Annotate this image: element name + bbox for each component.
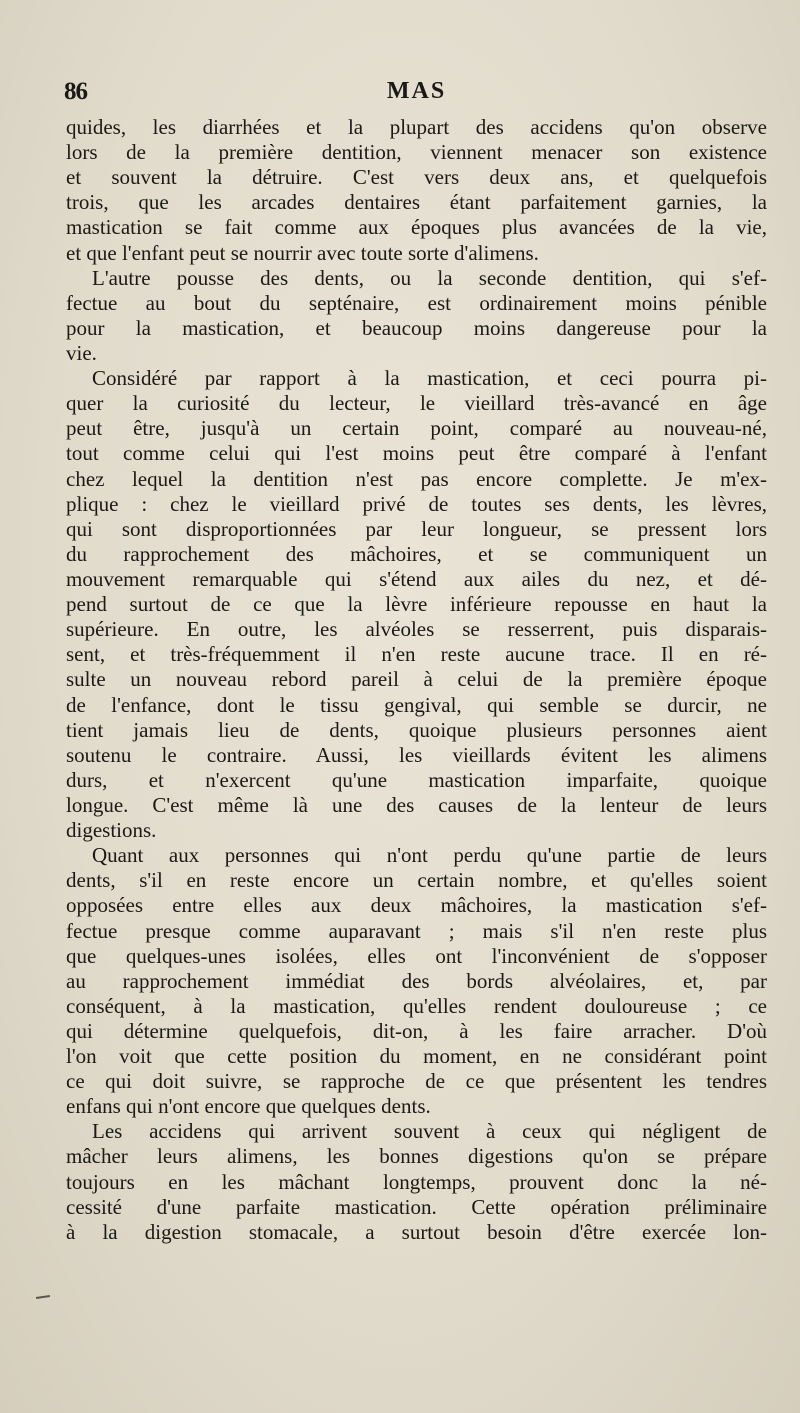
text-line: que quelques-unes isolées, elles ont l'inconvénient de s'opposer bbox=[66, 943, 767, 968]
paragraph bbox=[66, 843, 767, 1119]
text-line: toujours en les mâchant longtemps, prouvent donc la né- bbox=[66, 1169, 767, 1194]
text-line: supérieure. En outre, les alvéoles se resserrent, puis disparais- bbox=[66, 617, 767, 642]
text-line: digestions. bbox=[66, 818, 157, 843]
text-line: cessité d'une parfaite mastication. Cette opération préliminaire bbox=[66, 1194, 767, 1219]
text-line: fectue presque comme auparavant ; mais s'il n'en reste plus bbox=[66, 918, 767, 943]
text-line: de l'enfance, dont le tissu gengival, qui semble se durcir, ne bbox=[66, 692, 767, 717]
text-line: pend surtout de ce que la lèvre inférieure repousse en haut la bbox=[66, 592, 767, 617]
paragraph bbox=[66, 1119, 767, 1245]
text-line: durs, et n'exercent qu'une mastication imparfaite, quoique bbox=[66, 767, 767, 792]
paragraph bbox=[66, 266, 767, 366]
text-line: trois, que les arcades dentaires étant parfaitement garnies, la bbox=[66, 190, 767, 215]
text-line: conséquent, à la mastication, qu'elles rendent douloureuse ; ce bbox=[66, 993, 767, 1018]
text-line: longue. C'est même là une des causes de la lenteur de leurs bbox=[66, 792, 767, 817]
text-line: ce qui doit suivre, se rapproche de ce que présentent les tendres bbox=[66, 1069, 767, 1094]
text-line: du rapprochement des mâchoires, et se communiquent un bbox=[66, 541, 767, 566]
text-line: lors de la première dentition, viennent menacer son existence bbox=[66, 140, 767, 165]
text-line: soutenu le contraire. Aussi, les vieillards évitent les alimens bbox=[66, 742, 767, 767]
page-number: 86 bbox=[64, 78, 87, 105]
text-line: l'on voit que cette position du moment, en ne considérant point bbox=[66, 1044, 767, 1069]
text-line: sent, et très-fréquemment il n'en reste aucune trace. Il en ré- bbox=[66, 642, 767, 667]
ink-smudge bbox=[36, 1295, 50, 1299]
text-line: qui détermine quelquefois, dit-on, à les faire arracher. D'où bbox=[66, 1018, 767, 1043]
paragraph bbox=[66, 115, 767, 266]
text-line: mastication se fait comme aux époques plus avancées de la vie, bbox=[66, 215, 767, 240]
text-line: quides, les diarrhées et la plupart des accidens qu'on observe bbox=[66, 115, 767, 139]
text-line: au rapprochement immédiat des bords alvéolaires, et, par bbox=[66, 968, 767, 993]
running-head: MAS bbox=[386, 78, 447, 104]
text-line: chez lequel la dentition n'est pas encore complette. Je m'ex- bbox=[66, 466, 767, 491]
text-line: peut être, jusqu'à un certain point, comparé au nouveau-né, bbox=[66, 416, 767, 441]
text-line: enfans qui n'ont encore que quelques dents. bbox=[66, 1094, 431, 1119]
text-line: tient jamais lieu de dents, quoique plusieurs personnes aient bbox=[66, 717, 767, 742]
text-line: Quant aux personnes qui n'ont perdu qu'une partie de leurs bbox=[92, 843, 767, 868]
text-line: vie. bbox=[66, 340, 97, 365]
text-line: plique : chez le vieillard privé de toutes ses dents, les lèvres, bbox=[66, 491, 767, 516]
text-line: mâcher leurs alimens, les bonnes digestions qu'on se prépare bbox=[66, 1144, 767, 1169]
text-line: L'autre pousse des dents, ou la seconde dentition, qui s'ef- bbox=[92, 265, 767, 290]
text-line: qui sont disproportionnées par leur longueur, se pressent lors bbox=[66, 516, 767, 541]
page-header bbox=[64, 78, 769, 112]
text-line: fectue au bout du septénaire, est ordinairement moins pénible bbox=[66, 290, 767, 315]
text-line: et que l'enfant peut se nourrir avec toute sorte d'alimens. bbox=[66, 240, 539, 265]
text-line: dents, s'il en reste encore un certain nombre, et qu'elles soient bbox=[66, 868, 767, 893]
text-line: opposées entre elles aux deux mâchoires, la mastication s'ef- bbox=[66, 893, 767, 918]
text-line: et souvent la détruire. C'est vers deux ans, et quelquefois bbox=[66, 165, 767, 190]
text-line: pour la mastication, et beaucoup moins dangereuse pour la bbox=[66, 315, 767, 340]
text-line: Les accidens qui arrivent souvent à ceux qui négligent de bbox=[92, 1119, 767, 1144]
text-line: Considéré par rapport à la mastication, et ceci pourra pi- bbox=[92, 366, 767, 391]
text-line: tout comme celui qui l'est moins peut être comparé à l'enfant bbox=[66, 441, 767, 466]
text-line: à la digestion stomacale, a surtout besoin d'être exercée lon- bbox=[66, 1219, 767, 1244]
text-line: quer la curiosité du lecteur, le vieillard très-avancé en âge bbox=[66, 391, 767, 416]
paragraph bbox=[66, 366, 767, 843]
text-line: sulte un nouveau rebord pareil à celui de la première époque bbox=[66, 667, 767, 692]
text-line: mouvement remarquable qui s'étend aux ailes du nez, et dé- bbox=[66, 566, 767, 591]
body-text bbox=[66, 115, 767, 1245]
